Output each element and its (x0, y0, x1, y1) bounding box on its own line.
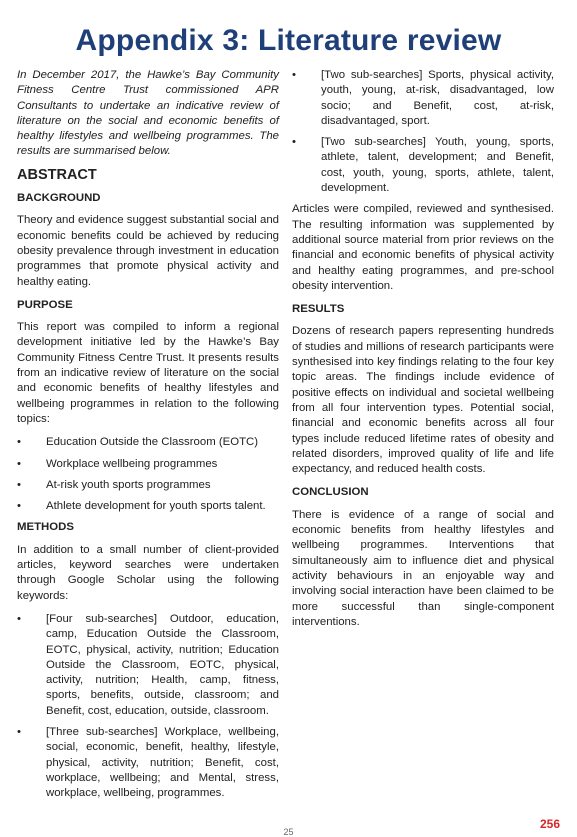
background-text: Theory and evidence suggest substantial social and economic benefits could be achieved by reducing obesity prevalence through investment in education programmes that promote physical activity and healthy eating. (17, 214, 279, 288)
results-text: Dozens of research papers representing hundreds of studies and millions of research participants were synthesised into key findings relating to the four key topic areas. The findings include evidence of positive effects on individual and societal wellbeing from all four intervention types. Potential social, financial and economic benefits across all four types include reduced lifetime rates of obesity and related disorders, improved quality of life and life expectancy, and reduced health costs. (292, 325, 554, 476)
bullet-icon: • (17, 725, 21, 738)
list-item-text: Athlete development for youth sports talent. (46, 500, 266, 513)
methods-closing-text: Articles were compiled, reviewed and synthesised. The resulting information was supplemented by additional source material from prior reviews on the financial and economic benefits of physical activity and healthy eating programmes, and pre-school obesity intervention. (292, 203, 554, 292)
list-item (17, 435, 279, 450)
list-item-text: [Two sub-searches] Youth, young, sports, athlete, talent, development; and Benefit, cost, youth, young, sports, athlete, talent, development. (321, 136, 554, 195)
methods-text: In addition to a small number of client-provided articles, keyword searches were undertaken through Google Scholar using the following keywords: (17, 543, 279, 602)
list-item-text: Workplace wellbeing programmes (46, 457, 218, 470)
left-column (17, 68, 279, 807)
bullet-icon: • (17, 612, 21, 625)
list-item (292, 68, 554, 129)
list-item (17, 612, 279, 719)
bullet-icon: • (17, 478, 21, 491)
page-number: 256 (539, 817, 560, 831)
list-item-text: Education Outside the Classroom (EOTC) (46, 436, 259, 449)
list-item (17, 457, 279, 472)
list-item-text: [Two sub-searches] Sports, physical activity, youth, young, at-risk, disadvantaged, low socio; and Benefit, cost, at-risk, disadvantaged, sport. (321, 69, 554, 127)
bullet-icon: • (292, 69, 296, 81)
bullet-icon: • (292, 136, 296, 149)
results-heading: RESULTS (292, 303, 345, 316)
right-column (292, 68, 554, 638)
bullet-icon: • (17, 500, 21, 513)
purpose-text: This report was compiled to inform a regional development initiative led by the Hawke’s Bay Community Fitness Centre Trust. It presents results from an indicative review of literature on the social and economic benefits of healthy lifestyles and wellbeing programmes in relation to the following topics: (17, 321, 279, 425)
list-item (17, 499, 279, 514)
conclusion-heading: CONCLUSION (292, 486, 369, 499)
bullet-icon: • (17, 436, 21, 449)
bullet-icon: • (17, 457, 21, 470)
methods-keyword-list (17, 612, 279, 802)
page-title: Appendix 3: Literature review (75, 24, 502, 57)
methods-keyword-list-continued (292, 68, 554, 196)
background-heading: BACKGROUND (17, 192, 101, 205)
purpose-heading: PURPOSE (17, 298, 73, 311)
abstract-heading: ABSTRACT (17, 166, 97, 183)
intro-paragraph: In December 2017, the Hawke’s Bay Community Fitness Centre Trust commissioned APR Consultants to undertake an indicative review of literature on the social and economic benefits of healthy lifestyles and wellbeing programmes. The results are summarised below. (17, 69, 279, 158)
sub-page-number: 25 (283, 827, 294, 837)
list-item (17, 725, 279, 801)
list-item-text: [Three sub-searches] Workplace, wellbeing, social, economic, benefit, healthy, lifestyle, physical, activity, nutrition; Benefit, cost, workplace, wellbeing; and Mental, stress, workplace, wellbeing, programmes. (46, 725, 279, 800)
conclusion-text: There is evidence of a range of social and economic benefits from healthy lifestyles and wellbeing programmes. Interventions that simultaneously aim to influence diet and physical activity behaviours in an enjoyable way and involving social interaction have been claimed to be more successful than single-component interventions. (292, 508, 554, 628)
list-item-text: At-risk youth sports programmes (46, 478, 211, 491)
purpose-topic-list (17, 435, 279, 514)
list-item (17, 478, 279, 493)
list-item (292, 135, 554, 196)
methods-heading: METHODS (17, 521, 74, 534)
list-item-text: [Four sub-searches] Outdoor, education, camp, Education Outside the Classroom, EOTC, physical, activity, nutrition; Education Outside the Classroom, EOTC, physical, activity, nutrition; Health, camp, fitness, sports, benefits, outside, classroom; and Benefit, cost, education, outside, classroom. (46, 612, 279, 717)
